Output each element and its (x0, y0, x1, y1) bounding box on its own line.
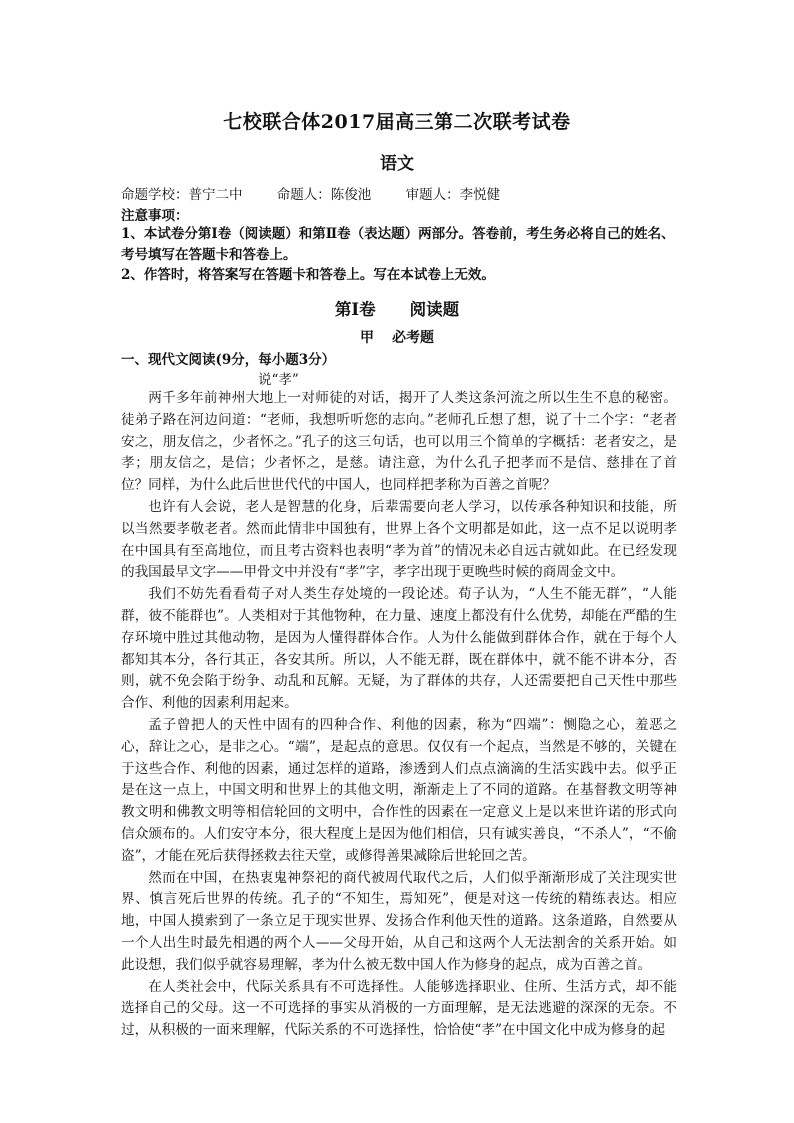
meta-setter: 命题人：陈俊池 (276, 187, 372, 203)
part-heading (0, 296, 794, 320)
essay-paragraph: 两千多年前神州大地上一对师徒的对话，揭开了人类这条河流之所以生生不息的秘密。徒弟子路在河边问道：“老师，我想听听您的志向。”老师孔丘想了想，说了十二个字：“老者安之，朋友信之，少者怀之。”孔子的这三句话，也可以用三个简单的字概括：老者安之，是孝；朋友信之，是信；少者怀之，是慈。请注意，为什么孔子把孝而不是信、慈排在了首位？同样，为什么此后世世代代的中国人，也同样把孝称为百善之首呢？ (121, 390, 677, 494)
part-label: 第Ⅰ卷 (334, 300, 376, 319)
exam-meta (121, 183, 677, 203)
section-name: 必考题 (392, 330, 434, 346)
part-name: 阅读题 (409, 300, 460, 319)
section-label: 甲 (360, 330, 374, 346)
essay-paragraph: 我们不妨先看看荀子对人类生存处境的一段论述。荀子认为，“人生不能无群”，“人能群，彼不能群也”。人类相对于其他物种，在力量、速度上都没有什么优势，却能在严酷的生存环境中胜过其他动物，是因为人懂得群体合作。人为什么能做到群体合作，就在于每个人都知其本分，各行其正，各安其所。所以，人不能无群，既在群体中，就不能不讲本分，否则，就不免会陷于纷争、动乱和瓦解。无疑，为了群体的共存，人还需要把自己天性中那些合作、利他的因素利用起来。 (121, 586, 677, 712)
essay-paragraph: 孟子曾把人的天性中固有的四种合作、利他的因素，称为“四端”：恻隐之心，羞恶之心，辞让之心，是非之心。“端”，是起点的意思。仅仅有一个起点，当然是不够的，关键在于这些合作、利他的因素，通过怎样的道路，渗透到人们点点滴滴的生活实践中去。似乎正是在这一点上，中国文明和世界上的其他文明，渐渐走上了不同的道路。在基督教文明等神教文明和佛教文明等相信轮回的文明中，合作性的因素在一定意义上是以来世许诺的形式向信众颁布的。人们安守本分，很大程度上是因为他们相信，只有诚实善良，“不杀人”，“不偷盗”，才能在死后获得拯救去往天堂，或修得善果减除后世轮回之苦。 (121, 716, 677, 864)
essay-paragraph: 在人类社会中，代际关系具有不可选择性。人能够选择职业、住所、生活方式，却不能选择自己的父母。这一不可选择的事实从消极的一方面理解，是无法逃避的深深的无奈。不过，从积极的一面来理解，代际关系的不可选择性，恰恰使“孝”在中国文化中成为修身的起 (121, 978, 677, 1039)
essay-body (121, 388, 677, 1042)
subject-heading: 语文 (380, 154, 414, 174)
essay-paragraph: 也许有人会说，老人是智慧的化身，后辈需要向老人学习，以传承各种知识和技能，所以当然要孝敬老者。然而此情非中国独有，世界上各个文明都是如此，这一点不足以说明孝在中国具有至高地位，而且考古资料也表明“孝为首”的情况未必自远古就如此。在已经发现的我国最早文字——甲骨文中并没有“孝”字，孝字出现于更晚些时候的商周金文中。 (121, 498, 677, 581)
exam-title: 七校联合体2017届高三第二次联考试卷 (223, 111, 571, 133)
essay-paragraph: 然而在中国，在热衷鬼神祭祀的商代被周代取代之后，人们似乎渐渐形成了关注现实世界、慎言死后世界的传统。孔子的“不知生，焉知死”，便是对这一传统的精练表达。相应地，中国人摸索到了一条立足于现实世界、发扬合作利他天性的道路。这条道路，自然要从一个人出生时最先相遇的两个人——父母开始，从自己和这两个人无法割舍的关系开始。如此设想，我们似乎就容易理解，孝为什么被无数中国人作为修身的起点，成为百善之首。 (121, 869, 677, 973)
notice-item: 2、作答时，将答案写在答题卡和答卷上。写在本试卷上无效。 (121, 267, 495, 283)
meta-reviewer: 审题人：李悦健 (405, 187, 501, 203)
notice-heading: 注意事项： (121, 208, 189, 224)
question-heading: 一、现代文阅读(9分，每小题3分） (121, 352, 336, 368)
meta-school: 命题学校：普宁二中 (121, 187, 243, 203)
section-heading (0, 327, 794, 347)
essay-title: 说“孝” (258, 372, 299, 388)
notice-item: 1、本试卷分第Ⅰ卷（阅读题）和第Ⅱ卷（表达题）两部分。答卷前，考生务必将自己的姓名、考号填写在答题卡和答卷上。 (121, 226, 675, 263)
